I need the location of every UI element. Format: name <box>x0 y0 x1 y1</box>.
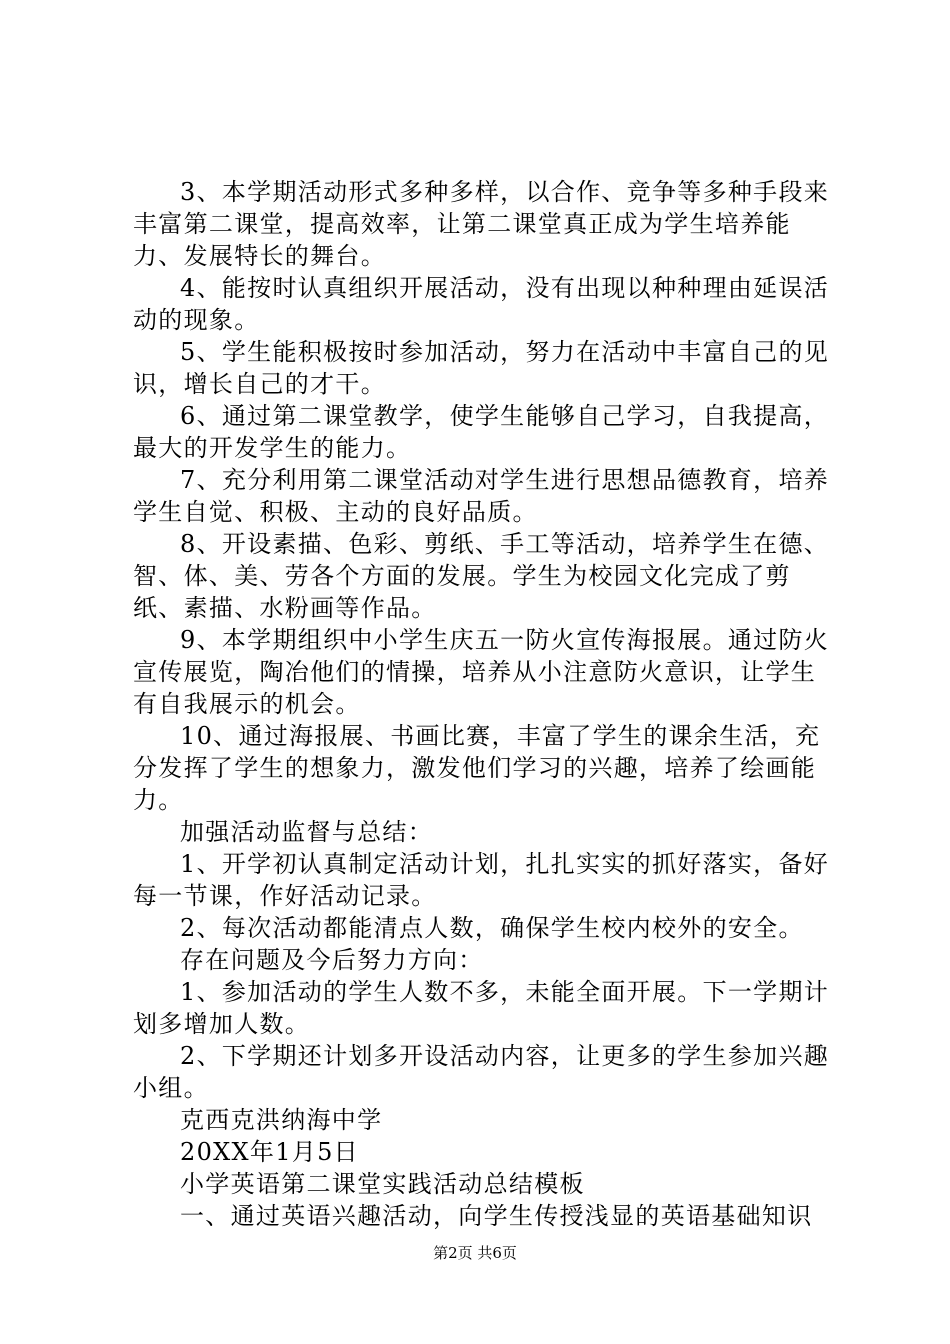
signature-date: 20XX年1月5日 <box>180 1138 359 1166</box>
paragraph-supervision-2: 2、每次活动都能清点人数，确保学生校内校外的安全。 <box>180 914 804 942</box>
paragraph-supervision-1: 1、开学初认真制定活动计划，扎扎实实的抓好落实，备好每一节课，作好活动记录。 <box>133 850 830 910</box>
paragraph-item-4: 4、能按时认真组织开展活动，没有出现以种种理由延误活动的现象。 <box>133 274 830 334</box>
paragraph-problems-1: 1、参加活动的学生人数不多，未能全面开展。下一学期计划多增加人数。 <box>133 978 830 1038</box>
next-document-title: 小学英语第二课堂实践活动总结模板 <box>180 1170 585 1198</box>
paragraph-item-6: 6、通过第二课堂教学，使学生能够自己学习，自我提高，最大的开发学生的能力。 <box>133 402 830 462</box>
signature-school: 克西克洪纳海中学 <box>180 1106 383 1134</box>
paragraph-problems-2: 2、下学期还计划多开设活动内容，让更多的学生参加兴趣小组。 <box>133 1042 830 1102</box>
section-heading-supervision: 加强活动监督与总结： <box>180 818 433 846</box>
section-heading-problems: 存在问题及今后努力方向： <box>180 946 484 974</box>
paragraph-item-10: 10、通过海报展、书画比赛，丰富了学生的课余生活，充分发挥了学生的想象力，激发他们学习的兴趣，培养了绘画能力。 <box>133 722 821 814</box>
paragraph-item-9: 9、本学期组织中小学生庆五一防火宣传海报展。通过防火宣传展览，陶冶他们的情操，培养从小注意防火意识，让学生有自我展示的机会。 <box>133 626 830 718</box>
paragraph-item-7: 7、充分利用第二课堂活动对学生进行思想品德教育，培养学生自觉、积极、主动的良好品质。 <box>133 466 830 526</box>
paragraph-item-8: 8、开设素描、色彩、剪纸、手工等活动，培养学生在德、智、体、美、劳各个方面的发展。学生为校园文化完成了剪纸、素描、水粉画等作品。 <box>133 530 830 622</box>
paragraph-item-3: 3、本学期活动形式多种多样，以合作、竞争等多种手段来丰富第二课堂，提高效率，让第二课堂真正成为学生培养能力、发展特长的舞台。 <box>133 178 830 270</box>
paragraph-item-5: 5、学生能积极按时参加活动，努力在活动中丰富自己的见识，增长自己的才干。 <box>133 338 830 398</box>
next-document-first-line: 一、通过英语兴趣活动，向学生传授浅显的英语基础知识 <box>180 1202 813 1230</box>
page-number-footer: 第2页 共6页 <box>433 1244 517 1262</box>
